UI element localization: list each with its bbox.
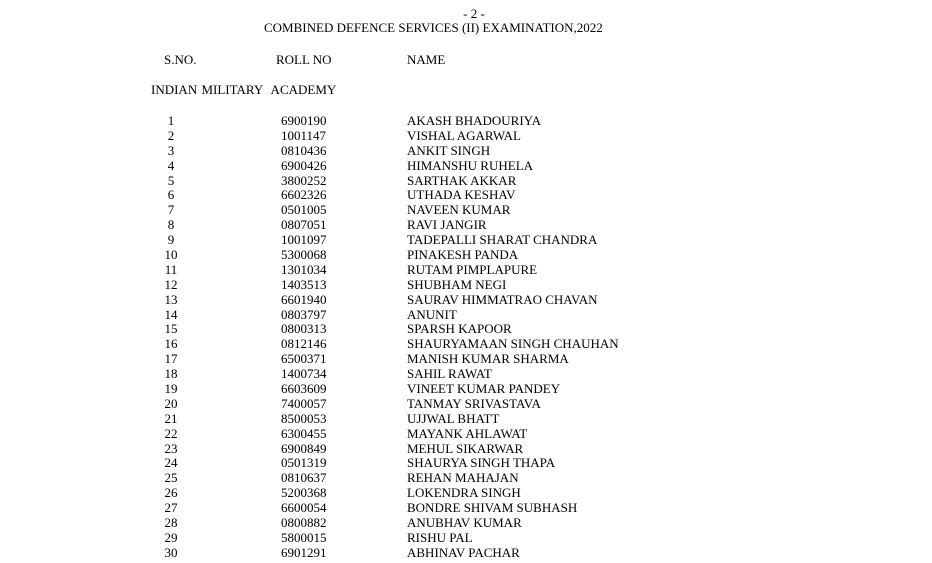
list-item	[0, 308, 932, 323]
serial-number: 17	[164, 351, 178, 367]
page-number: - 2 -	[463, 6, 485, 21]
exam-title: COMBINED DEFENCE SERVICES (II) EXAMINATION,2022	[264, 20, 603, 35]
list-item	[0, 412, 932, 427]
roll-number: 5300068	[281, 247, 327, 263]
roll-number: 0807051	[281, 217, 327, 233]
serial-number: 2	[167, 127, 175, 143]
list-item	[0, 144, 932, 159]
list-item	[0, 322, 932, 337]
roll-number: 0810436	[281, 142, 327, 158]
candidate-name: TADEPALLI SHARAT CHANDRA	[407, 232, 598, 248]
roll-number: 0800313	[281, 321, 327, 337]
roll-number: 1301034	[281, 261, 327, 277]
list-item	[0, 233, 932, 248]
roll-number: 0803797	[281, 306, 327, 322]
serial-number: 11	[164, 261, 178, 277]
roll-number: 0501319	[281, 455, 327, 471]
serial-number: 25	[164, 470, 178, 486]
column-header-name: NAME	[407, 52, 446, 67]
roll-number: 6500371	[281, 351, 327, 367]
list-item	[0, 293, 932, 308]
roll-number: 0800882	[281, 515, 327, 531]
roll-number: 1400734	[281, 366, 327, 382]
serial-number: 5	[167, 172, 175, 188]
roll-number: 6901291	[281, 544, 327, 560]
serial-number: 6	[167, 187, 175, 203]
serial-number: 26	[164, 485, 178, 501]
candidate-name: SARTHAK AKKAR	[407, 172, 517, 188]
list-item	[0, 427, 932, 442]
serial-number: 27	[164, 500, 178, 516]
serial-number: 21	[164, 410, 178, 426]
serial-number: 13	[164, 291, 178, 307]
column-header-sno: S.NO.	[164, 52, 197, 67]
candidate-name: VINEET KUMAR PANDEY	[407, 381, 561, 397]
candidate-name: UTHADA KESHAV	[407, 187, 516, 203]
candidate-name: VISHAL AGARWAL	[407, 127, 521, 143]
candidate-name: SAHIL RAWAT	[407, 366, 492, 382]
roll-number: 0812146	[281, 336, 327, 352]
list-item	[0, 203, 932, 218]
list-item	[0, 442, 932, 457]
list-item	[0, 501, 932, 516]
candidate-name: BONDRE SHIVAM SUBHASH	[407, 500, 578, 516]
serial-number: 16	[164, 336, 178, 352]
candidate-name: SHAURYAMAAN SINGH CHAUHAN	[407, 336, 619, 352]
candidate-name: TANMAY SRIVASTAVA	[407, 395, 541, 411]
candidate-name: PINAKESH PANDA	[407, 247, 519, 263]
roll-number: 7400057	[281, 395, 327, 411]
roll-number: 6900849	[281, 440, 327, 456]
roll-number: 0810637	[281, 470, 327, 486]
roll-number: 6602326	[281, 187, 327, 203]
roll-number: 5800015	[281, 529, 327, 545]
roll-number: 8500053	[281, 410, 327, 426]
roll-number: 1403513	[281, 276, 327, 292]
roll-number: 0501005	[281, 202, 327, 218]
serial-number: 28	[164, 515, 178, 531]
candidate-name: HIMANSHU RUHELA	[407, 157, 534, 173]
serial-number: 12	[164, 276, 178, 292]
list-item	[0, 456, 932, 471]
column-header-roll-no: ROLL NO	[276, 52, 332, 67]
list-item	[0, 337, 932, 352]
candidate-name: ANUNIT	[407, 306, 457, 322]
serial-number: 7	[167, 202, 175, 218]
candidate-name: UJJWAL BHATT	[407, 410, 500, 426]
candidate-name: ANKIT SINGH	[407, 142, 491, 158]
list-item	[0, 352, 932, 367]
serial-number: 29	[164, 529, 178, 545]
serial-number: 9	[167, 232, 175, 248]
candidate-name: MEHUL SIKARWAR	[407, 440, 524, 456]
list-item	[0, 382, 932, 397]
candidate-name: ANUBHAV KUMAR	[407, 515, 522, 531]
roll-number: 6600054	[281, 500, 327, 516]
list-item	[0, 114, 932, 129]
serial-number: 24	[164, 455, 178, 471]
candidate-name: RISHU PAL	[407, 529, 473, 545]
serial-number: 23	[164, 440, 178, 456]
roll-number: 6603609	[281, 381, 327, 397]
serial-number: 15	[164, 321, 178, 337]
serial-number: 4	[167, 157, 175, 173]
list-item	[0, 367, 932, 382]
list-item	[0, 218, 932, 233]
list-item	[0, 263, 932, 278]
candidate-name: NAVEEN KUMAR	[407, 202, 511, 218]
candidate-name: LOKENDRA SINGH	[407, 485, 521, 501]
serial-number: 3	[167, 142, 175, 158]
list-item	[0, 516, 932, 531]
list-item	[0, 159, 932, 174]
candidate-name: AKASH BHADOURIYA	[407, 113, 541, 128]
list-item	[0, 129, 932, 144]
list-item	[0, 531, 932, 546]
candidate-name: SAURAV HIMMATRAO CHAVAN	[407, 291, 598, 307]
roll-number: 6900426	[281, 157, 327, 173]
candidate-name: SHUBHAM NEGI	[407, 276, 507, 292]
list-item	[0, 397, 932, 412]
candidate-name: RUTAM PIMPLAPURE	[407, 261, 538, 277]
serial-number: 30	[164, 544, 178, 560]
list-item	[0, 188, 932, 203]
serial-number: 1	[167, 113, 175, 128]
section-heading: INDIAN MILITARY ACADEMY	[151, 82, 337, 97]
list-item	[0, 471, 932, 486]
list-item	[0, 174, 932, 189]
candidate-name: SPARSH KAPOOR	[407, 321, 512, 337]
roll-number: 3800252	[281, 172, 327, 188]
serial-number: 18	[164, 366, 178, 382]
serial-number: 8	[167, 217, 175, 233]
roll-number: 6601940	[281, 291, 327, 307]
serial-number: 10	[164, 247, 178, 263]
serial-number: 19	[164, 381, 178, 397]
list-item	[0, 278, 932, 293]
roll-number: 1001097	[281, 232, 327, 248]
candidate-name: SHAURYA SINGH THAPA	[407, 455, 556, 471]
serial-number: 20	[164, 395, 178, 411]
serial-number: 14	[164, 306, 178, 322]
candidate-name: MANISH KUMAR SHARMA	[407, 351, 569, 367]
candidate-name: REHAN MAHAJAN	[407, 470, 519, 486]
roll-number: 5200368	[281, 485, 327, 501]
roll-number: 6300455	[281, 425, 327, 441]
serial-number: 22	[164, 425, 178, 441]
candidate-name: MAYANK AHLAWAT	[407, 425, 528, 441]
list-item	[0, 248, 932, 263]
roll-number: 1001147	[281, 127, 327, 143]
candidate-name: RAVI JANGIR	[407, 217, 487, 233]
list-item	[0, 486, 932, 501]
candidate-name: ABHINAV PACHAR	[407, 544, 520, 560]
roll-number: 6900190	[281, 113, 327, 128]
list-item	[0, 546, 932, 561]
results-list	[0, 114, 932, 561]
